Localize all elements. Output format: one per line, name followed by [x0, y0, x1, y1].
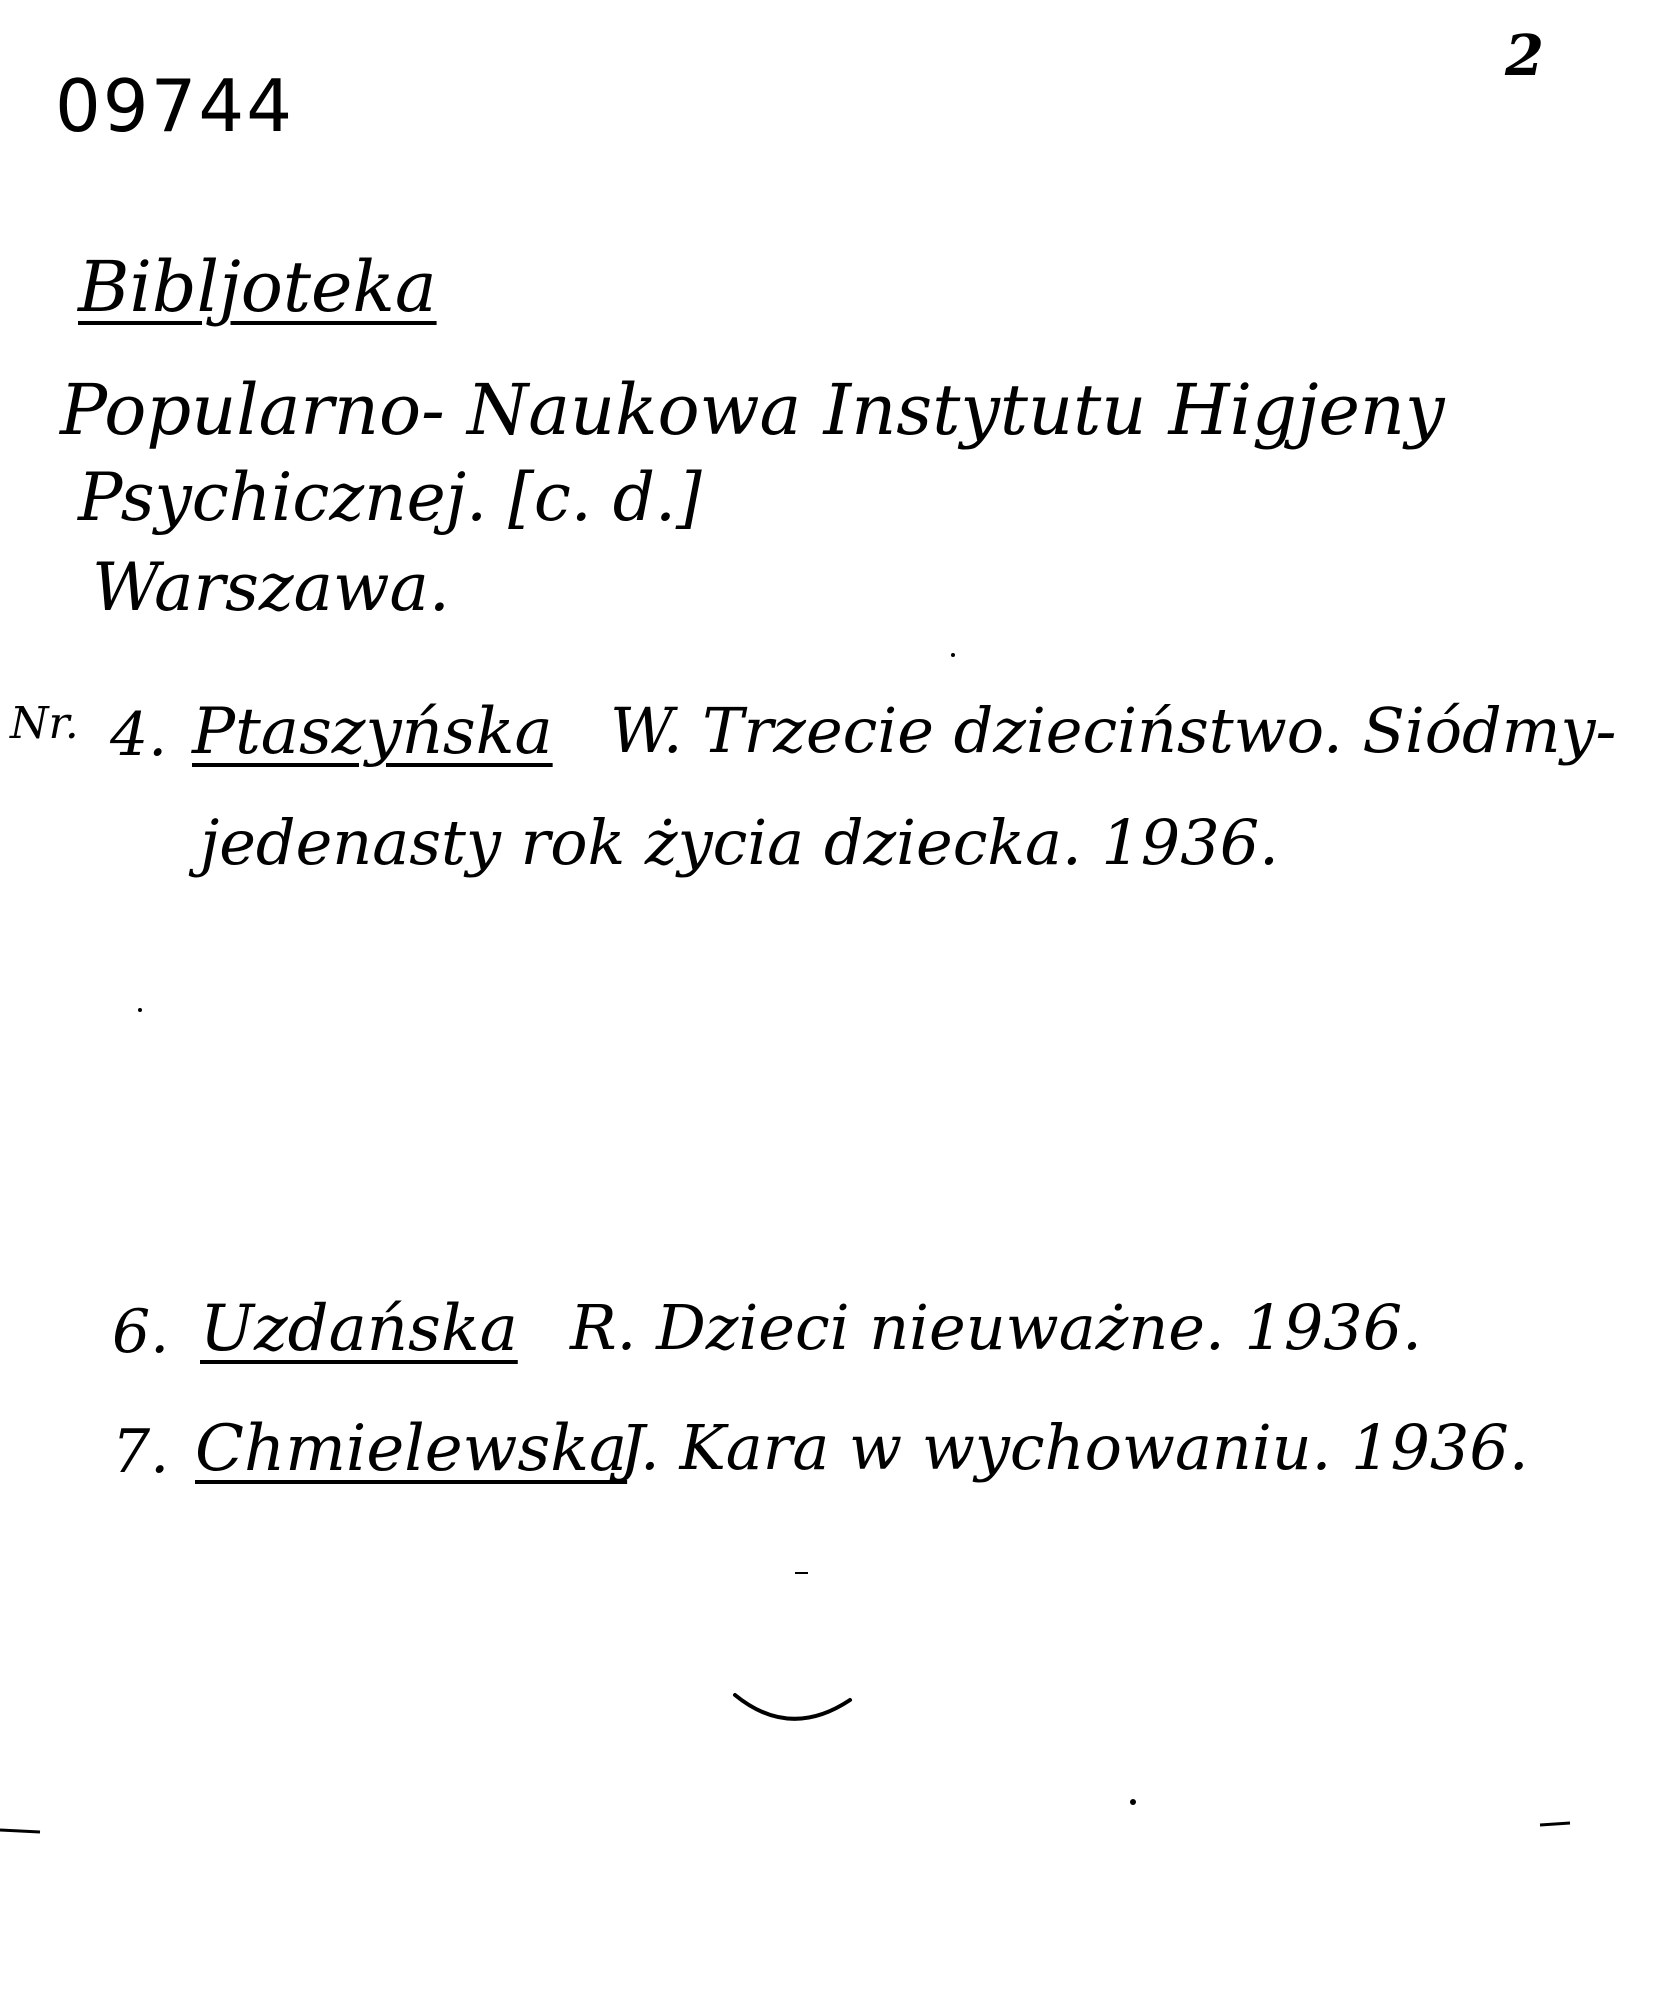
entry-title: W. Trzecie dzieciństwo. Siódmy- — [610, 694, 1617, 767]
entry-author-surname: Ptaszyńska — [192, 695, 553, 769]
entry-title: R. Dzieci nieuważne. 1936. — [570, 1291, 1422, 1364]
series-name-line-2: Psychicznej. [c. d.] — [78, 459, 702, 536]
series-title: Bibljoteka — [78, 246, 437, 328]
entry-title: J. Kara w wychowaniu. 1936. — [620, 1411, 1529, 1484]
entry-author-surname: Uzdańska — [200, 1292, 518, 1366]
page-number: 2 — [1505, 23, 1544, 89]
entry-author-surname: Chmielewska — [195, 1412, 628, 1486]
entry-number: 7. — [112, 1417, 170, 1487]
entry-title-continuation: jedenasty rok życia dziecka. 1936. — [200, 806, 1279, 879]
series-place: Warszawa. — [92, 549, 450, 626]
catalog-number: 09744 — [55, 64, 295, 148]
series-name-line: Popularno- Naukowa Instytutu Higjeny — [60, 369, 1445, 451]
entry-number: 4. — [110, 700, 168, 770]
entry-number: 6. — [112, 1297, 170, 1367]
entry-prefix: Nr. — [10, 698, 79, 749]
